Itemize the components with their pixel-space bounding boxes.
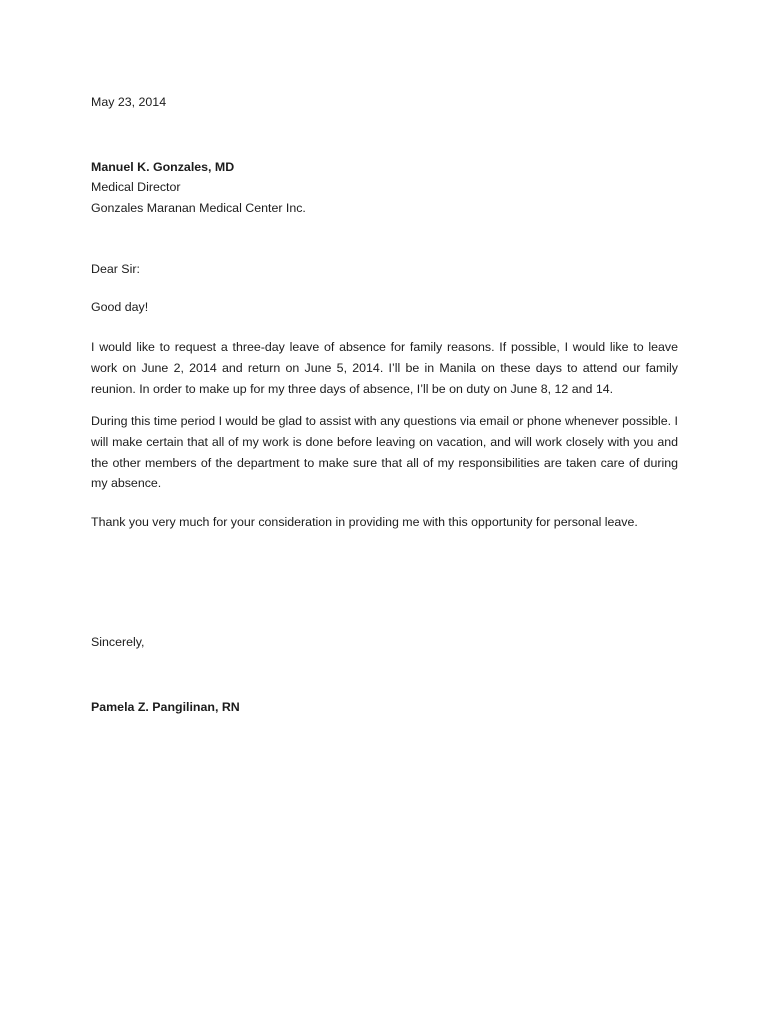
closing: Sincerely,: [91, 635, 145, 649]
signature-name: Pamela Z. Pangilinan, RN: [91, 700, 240, 714]
salutation: Dear Sir:: [91, 262, 140, 276]
greeting: Good day!: [91, 300, 149, 314]
body-paragraph-2: During this time period I would be glad to assist with any questions via email or phone whenever possible. I will make certain that all of my work is done before leaving on vacation, and will work closely with you and the other members of the department to make sure that all of my responsibilities are taken care of during my absence.: [91, 414, 678, 491]
body-paragraph-3: Thank you very much for your consideration in providing me with this opportunity for personal leave.: [91, 515, 638, 529]
letter-date: May 23, 2014: [91, 95, 167, 109]
body-paragraph-1: I would like to request a three-day leave of absence for family reasons. If possible, I would like to leave work on June 2, 2014 and return on June 5, 2014. I’ll be in Manila on these days to attend our family reunion. In order to make up for my three days of absence, I’ll be on duty on June 8, 12 and 14.: [91, 340, 678, 396]
recipient-title: Medical Director: [91, 180, 181, 194]
recipient-name: Manuel K. Gonzales, MD: [91, 160, 235, 174]
recipient-organization: Gonzales Maranan Medical Center Inc.: [91, 201, 306, 215]
